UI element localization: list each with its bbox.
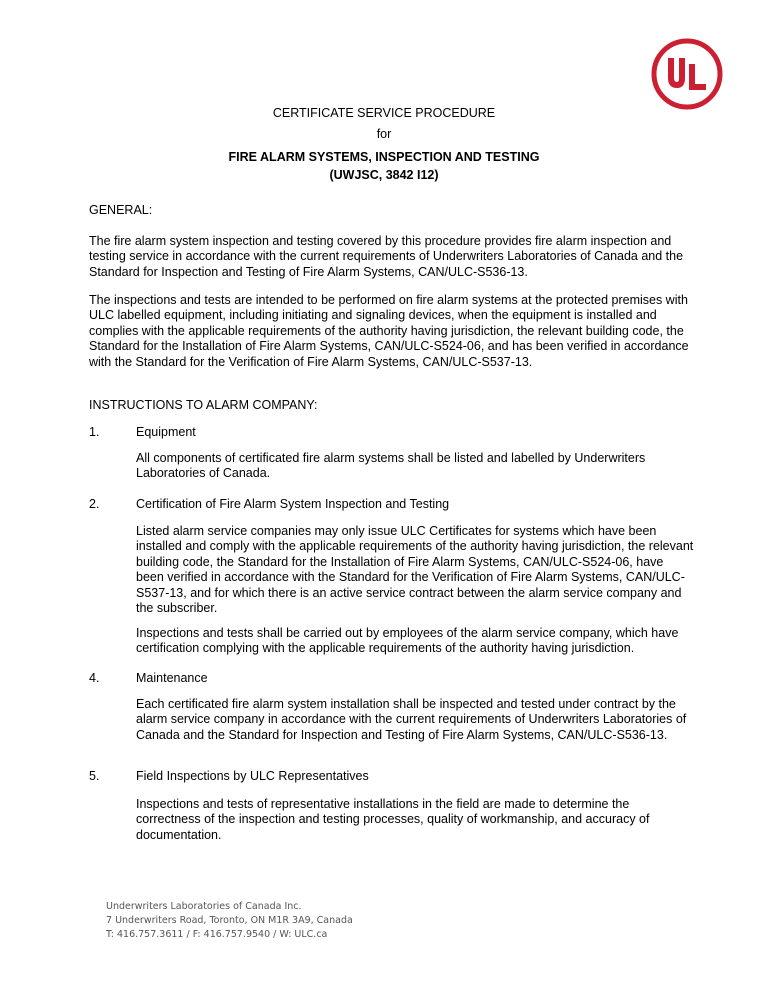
text-line: All components of certificated fire alarm systems shall be listed and labelled by Underwriters [136, 451, 646, 465]
item-title-equipment: Equipment [136, 425, 196, 439]
text-line: Canada and the Standard for Inspection and Testing of Fire Alarm Systems, CAN/ULC-S536-13. [136, 727, 668, 742]
ul-logo [651, 38, 723, 110]
instructions-heading: INSTRUCTIONS TO ALARM COMPANY: [89, 398, 318, 412]
ul-logo-u [668, 58, 685, 88]
header-for: for [376, 127, 392, 141]
header-code: (UWJSC, 3842 I12) [329, 168, 439, 182]
item-number: 5. [89, 769, 100, 783]
text-line: building code, the Standard for the Installation of Fire Alarm Systems, CAN/ULC-S524-06, have [136, 554, 664, 569]
general-heading: GENERAL: [89, 203, 153, 217]
general-paragraph-1 [89, 234, 699, 280]
item-title-certification: Certification of Fire Alarm System Inspection and Testing [136, 497, 450, 511]
header-title: CERTIFICATE SERVICE PROCEDURE [272, 106, 496, 120]
text-line: been verified in accordance with the Standard for the Verification of Fire Alarm Systems, CAN/ULC- [136, 570, 685, 585]
item-title-maintenance: Maintenance [136, 671, 208, 685]
text-line: The inspections and tests are intended to be performed on fire alarm systems at the protected premises with [89, 293, 688, 307]
text-line: Inspections and tests of representative installations in the field are made to determine the [136, 797, 630, 811]
item-paragraph [136, 451, 696, 482]
text-line: installed and comply with the applicable requirements of the authority having jurisdiction, the relevant [136, 539, 694, 554]
item-paragraph [136, 524, 696, 616]
text-line: with the Standard for the Verification of Fire Alarm Systems, CAN/ULC-S537-13. [89, 354, 533, 369]
item-number: 4. [89, 671, 100, 685]
item-title-field-inspections: Field Inspections by ULC Representatives [136, 769, 369, 783]
item-paragraph [136, 626, 696, 657]
item-number: 1. [89, 425, 100, 439]
text-line: S537-13, and for which there is an active service contract between the alarm service company and [136, 585, 682, 600]
item-paragraph [136, 697, 696, 743]
text-line: Laboratories of Canada. [136, 466, 271, 481]
text-line: Standard for the Installation of Fire Alarm Systems, CAN/ULC-S524-06, and has been verified in accordance [89, 339, 689, 354]
header-subject: FIRE ALARM SYSTEMS, INSPECTION AND TESTING [228, 150, 540, 164]
general-paragraph-2 [89, 293, 699, 370]
ul-logo-l [689, 64, 706, 90]
text-line: The fire alarm system inspection and testing covered by this procedure provides fire alarm inspection and [89, 234, 672, 248]
text-line: alarm service company in accordance with the current requirements of Underwriters Laboratories of [136, 712, 687, 727]
footer-company: Underwriters Laboratories of Canada Inc. [106, 901, 302, 912]
text-line: Standard for Inspection and Testing of Fire Alarm Systems, CAN/ULC-S536-13. [89, 264, 528, 279]
text-line: correctness of the inspection and testing processes, quality of workmanship, and accuracy of [136, 812, 650, 827]
footer-contact: T: 416.757.3611 / F: 416.757.9540 / W: ULC.ca [106, 929, 328, 940]
text-line: complies with the applicable requirements of the authority having jurisdiction, the relevant building code, the [89, 323, 684, 338]
item-paragraph [136, 797, 696, 843]
text-line: documentation. [136, 827, 222, 842]
text-line: certification complying with the applicable requirements of the authority having jurisdiction. [136, 641, 635, 656]
text-line: the subscriber. [136, 601, 218, 616]
text-line: Each certificated fire alarm system installation shall be inspected and tested under contract by the [136, 697, 676, 711]
text-line: Listed alarm service companies may only issue ULC Certificates for systems which have been [136, 524, 657, 538]
item-number: 2. [89, 497, 100, 511]
text-line: Inspections and tests shall be carried out by employees of the alarm service company, which have [136, 626, 679, 640]
footer-address: 7 Underwriters Road, Toronto, ON M1R 3A9, Canada [106, 915, 353, 926]
text-line: ULC labelled equipment, including initiating and signaling devices, when the equipment is installed and [89, 308, 657, 323]
text-line: testing service in accordance with the current requirements of Underwriters Laboratories of Canada and the [89, 249, 684, 264]
